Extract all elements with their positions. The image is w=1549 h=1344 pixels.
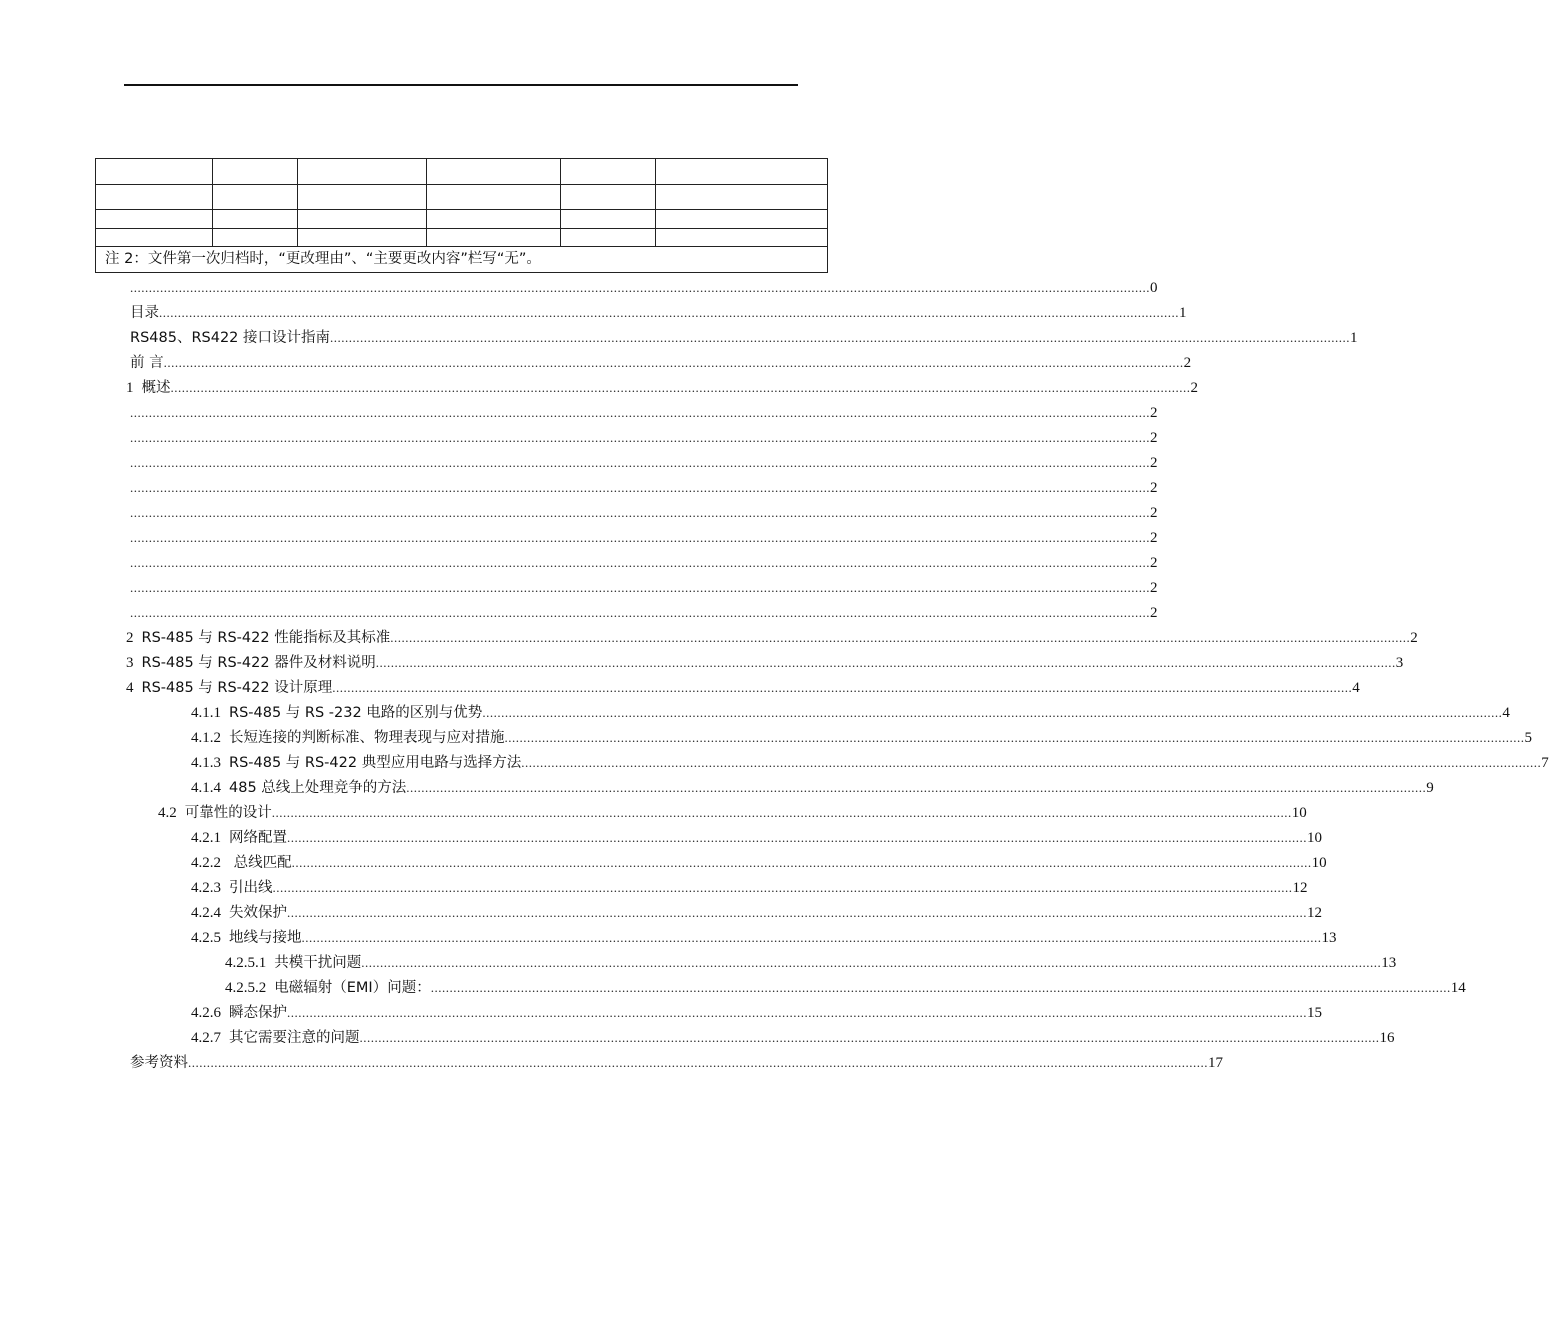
toc-page-number: 4 bbox=[1502, 705, 1510, 721]
table-row bbox=[96, 185, 828, 210]
toc-page-number: 4 bbox=[1352, 680, 1360, 696]
toc-number: 2 bbox=[126, 630, 134, 646]
toc-leader: ................................................................................................................................................................................................................................................................................ bbox=[482, 705, 1503, 720]
toc-page-number: 2 bbox=[1150, 580, 1158, 596]
toc-entry[interactable] bbox=[191, 750, 1549, 775]
toc-number: 4.2.3 bbox=[191, 880, 221, 896]
toc-number: 4.1.2 bbox=[191, 730, 221, 746]
toc-leader: ................................................................................................................................................................................................................................................................................ bbox=[130, 580, 1150, 595]
toc-number: 1 bbox=[126, 380, 134, 396]
toc-page-number: 2 bbox=[1150, 555, 1158, 571]
toc-leader: ................................................................................................................................................................................................................................................................................ bbox=[504, 730, 1525, 745]
toc-entry[interactable] bbox=[225, 950, 1397, 975]
toc-entry[interactable] bbox=[191, 1025, 1395, 1050]
toc-title: 地线与接地 bbox=[229, 930, 302, 946]
toc-title: RS-485 与 RS-422 性能指标及其标准 bbox=[141, 630, 391, 646]
toc-page-number: 10 bbox=[1307, 830, 1322, 846]
toc-entry[interactable] bbox=[130, 550, 1158, 575]
toc-leader: ................................................................................................................................................................................................................................................................................ bbox=[130, 555, 1150, 570]
toc-page-number: 2 bbox=[1150, 605, 1158, 621]
toc-page-number: 2 bbox=[1150, 405, 1158, 421]
toc-title: 参考资料 bbox=[130, 1055, 188, 1071]
toc-title: RS-485 与 RS -232 电路的区别与优势 bbox=[229, 705, 483, 721]
toc-title: 目录 bbox=[130, 305, 159, 321]
toc-page-number: 2 bbox=[1190, 380, 1198, 396]
toc-page-number: 9 bbox=[1426, 780, 1434, 796]
toc-leader: ................................................................................................................................................................................................................................................................................ bbox=[287, 905, 1307, 920]
toc-page-number: 10 bbox=[1311, 855, 1327, 871]
toc-entry[interactable] bbox=[130, 350, 1192, 375]
toc-title: 总线匹配 bbox=[229, 855, 292, 871]
toc-number: 4 bbox=[126, 680, 134, 696]
toc-leader: ................................................................................................................................................................................................................................................................................ bbox=[406, 780, 1427, 795]
toc-number: 4.1.3 bbox=[191, 755, 221, 771]
toc-leader: ................................................................................................................................................................................................................................................................................ bbox=[271, 805, 1292, 820]
toc-number: 4.2.7 bbox=[191, 1030, 221, 1046]
toc-entry[interactable] bbox=[130, 425, 1158, 450]
toc-title: 失效保护 bbox=[229, 905, 287, 921]
table-row bbox=[96, 210, 828, 229]
toc-leader: ................................................................................................................................................................................................................................................................................ bbox=[130, 280, 1150, 295]
toc-entry[interactable] bbox=[130, 500, 1158, 525]
toc-page-number: 12 bbox=[1307, 905, 1322, 921]
toc-page-number: 7 bbox=[1541, 755, 1549, 771]
toc-entry[interactable] bbox=[191, 1000, 1322, 1025]
header-rule bbox=[124, 84, 798, 86]
toc-number: 4.2.6 bbox=[191, 1005, 221, 1021]
toc-leader: ................................................................................................................................................................................................................................................................................ bbox=[332, 680, 1353, 695]
toc-entry[interactable] bbox=[191, 775, 1434, 800]
toc-entry[interactable] bbox=[191, 900, 1322, 925]
toc-leader: ................................................................................................................................................................................................................................................................................ bbox=[430, 980, 1451, 995]
toc-entry[interactable] bbox=[130, 475, 1158, 500]
toc-entry[interactable] bbox=[130, 525, 1158, 550]
toc-page-number: 12 bbox=[1292, 880, 1308, 896]
toc-page-number: 1 bbox=[1179, 305, 1187, 321]
toc-page-number: 2 bbox=[1150, 480, 1158, 496]
toc-title: 485 总线上处理竞争的方法 bbox=[229, 780, 407, 796]
toc-entry[interactable] bbox=[130, 1050, 1223, 1075]
archive-note: 注 2：文件第一次归档时，“更改理由”、“主要更改内容”栏写“无”。 bbox=[96, 247, 828, 273]
toc-leader: ................................................................................................................................................................................................................................................................................ bbox=[291, 855, 1312, 870]
toc-entry[interactable] bbox=[130, 600, 1158, 625]
toc-entry[interactable] bbox=[130, 275, 1158, 300]
toc-title: RS-485 与 RS-422 器件及材料说明 bbox=[141, 655, 376, 671]
toc-page-number: 2 bbox=[1150, 505, 1158, 521]
toc-leader: ................................................................................................................................................................................................................................................................................ bbox=[163, 355, 1184, 370]
toc-title: 其它需要注意的问题 bbox=[229, 1030, 360, 1046]
toc-entry[interactable] bbox=[191, 850, 1327, 875]
toc-leader: ................................................................................................................................................................................................................................................................................ bbox=[287, 830, 1307, 845]
toc-title: 可靠性的设计 bbox=[184, 805, 272, 821]
toc-leader: ................................................................................................................................................................................................................................................................................ bbox=[170, 380, 1191, 395]
toc-number: 4.2.5.2 bbox=[225, 980, 267, 996]
toc-number: 4.2 bbox=[158, 805, 177, 821]
toc-number: 4.2.1 bbox=[191, 830, 221, 846]
toc-page-number: 2 bbox=[1150, 430, 1158, 446]
toc-entry[interactable] bbox=[126, 650, 1404, 675]
toc-entry[interactable] bbox=[130, 300, 1187, 325]
toc-entry[interactable] bbox=[130, 400, 1158, 425]
toc-entry[interactable] bbox=[126, 625, 1418, 650]
toc-entry[interactable] bbox=[191, 875, 1308, 900]
toc-title: 引出线 bbox=[229, 880, 273, 896]
toc-entry[interactable] bbox=[191, 925, 1337, 950]
toc-leader: ................................................................................................................................................................................................................................................................................ bbox=[521, 755, 1542, 770]
toc-number: 4.1.1 bbox=[191, 705, 221, 721]
toc-leader: ................................................................................................................................................................................................................................................................................ bbox=[130, 505, 1150, 520]
toc-page-number: 2 bbox=[1183, 355, 1192, 371]
toc-title: RS-485 与 RS-422 设计原理 bbox=[141, 680, 333, 696]
toc-page-number: 17 bbox=[1208, 1055, 1223, 1071]
toc-title: 概述 bbox=[141, 380, 171, 396]
toc-entry[interactable] bbox=[158, 800, 1307, 825]
toc-leader: ................................................................................................................................................................................................................................................................................ bbox=[130, 605, 1150, 620]
toc-page-number: 2 bbox=[1150, 530, 1158, 546]
toc-entry[interactable] bbox=[130, 575, 1158, 600]
toc-title: RS485、RS422 接口设计指南 bbox=[130, 330, 331, 346]
toc-entry[interactable] bbox=[130, 450, 1158, 475]
toc-number: 3 bbox=[126, 655, 134, 671]
table-row bbox=[96, 159, 828, 185]
toc-leader: ................................................................................................................................................................................................................................................................................ bbox=[359, 1030, 1380, 1045]
toc-leader: ................................................................................................................................................................................................................................................................................ bbox=[390, 630, 1411, 645]
toc-number: 4.2.5.1 bbox=[225, 955, 267, 971]
toc-leader: ................................................................................................................................................................................................................................................................................ bbox=[130, 530, 1150, 545]
toc-entry[interactable] bbox=[126, 675, 1360, 700]
toc-entry[interactable] bbox=[126, 375, 1198, 400]
toc-page-number: 5 bbox=[1524, 730, 1532, 746]
toc-leader: ................................................................................................................................................................................................................................................................................ bbox=[375, 655, 1396, 670]
toc-entry[interactable] bbox=[191, 725, 1532, 750]
toc-number: 4.2.4 bbox=[191, 905, 221, 921]
table-row bbox=[96, 229, 828, 247]
revision-table bbox=[95, 158, 828, 273]
toc-page-number: 14 bbox=[1450, 980, 1466, 996]
toc-leader: ................................................................................................................................................................................................................................................................................ bbox=[130, 430, 1150, 445]
toc-title: 网络配置 bbox=[229, 830, 287, 846]
toc-title: 瞬态保护 bbox=[229, 1005, 287, 1021]
toc-page-number: 2 bbox=[1410, 630, 1418, 646]
toc-leader: ................................................................................................................................................................................................................................................................................ bbox=[130, 455, 1150, 470]
toc-title: RS-485 与 RS-422 典型应用电路与选择方法 bbox=[229, 755, 522, 771]
toc-leader: ................................................................................................................................................................................................................................................................................ bbox=[130, 480, 1150, 495]
toc-leader: ................................................................................................................................................................................................................................................................................ bbox=[272, 880, 1293, 895]
toc-title: 电磁辐射（EMI）问题： bbox=[274, 980, 431, 996]
toc-page-number: 1 bbox=[1350, 330, 1358, 346]
toc-page-number: 15 bbox=[1307, 1005, 1322, 1021]
toc-entry[interactable] bbox=[130, 325, 1358, 350]
toc-title: 长短连接的判断标准、物理表现与应对措施 bbox=[229, 730, 505, 746]
toc-entry[interactable] bbox=[191, 825, 1322, 850]
toc-page-number: 10 bbox=[1291, 805, 1307, 821]
toc-leader: ................................................................................................................................................................................................................................................................................ bbox=[188, 1055, 1208, 1070]
toc-page-number: 13 bbox=[1321, 930, 1337, 946]
toc-number: 4.1.4 bbox=[191, 780, 221, 796]
toc-page-number: 16 bbox=[1379, 1030, 1395, 1046]
toc-page-number: 3 bbox=[1395, 655, 1404, 671]
toc-leader: ................................................................................................................................................................................................................................................................................ bbox=[301, 930, 1322, 945]
toc-number: 4.2.2 bbox=[191, 855, 221, 871]
toc-page-number: 13 bbox=[1381, 955, 1397, 971]
toc-leader: ................................................................................................................................................................................................................................................................................ bbox=[361, 955, 1382, 970]
toc-page-number: 2 bbox=[1150, 455, 1158, 471]
toc-page-number: 0 bbox=[1150, 280, 1158, 296]
toc-leader: ................................................................................................................................................................................................................................................................................ bbox=[330, 330, 1351, 345]
toc-title: 共模干扰问题 bbox=[274, 955, 362, 971]
toc-title: 前 言 bbox=[130, 355, 164, 371]
toc-entry[interactable] bbox=[225, 975, 1466, 1000]
toc-entry[interactable] bbox=[191, 700, 1510, 725]
toc-number: 4.2.5 bbox=[191, 930, 221, 946]
toc-leader: ................................................................................................................................................................................................................................................................................ bbox=[130, 405, 1150, 420]
toc-leader: ................................................................................................................................................................................................................................................................................ bbox=[287, 1005, 1307, 1020]
toc-leader: ................................................................................................................................................................................................................................................................................ bbox=[159, 305, 1179, 320]
